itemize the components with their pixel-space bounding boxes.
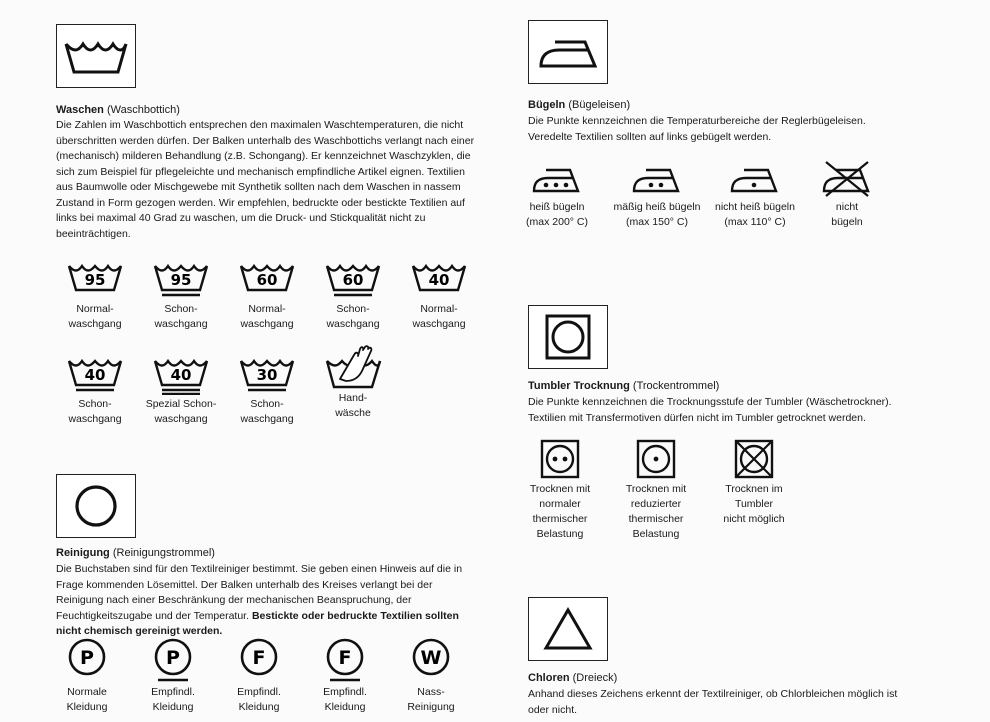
no-tumble-dry-icon [733, 438, 775, 480]
drycleaning-w-icon [409, 637, 453, 683]
symbol-item [716, 438, 792, 527]
iron-box [528, 20, 608, 84]
symbol-label: Normal- waschgang [412, 303, 466, 330]
drycleaning-f-icon [237, 637, 281, 683]
triangle-icon [540, 604, 596, 654]
tumbler-heading: Tumbler Trocknung (Trockentrommel) [528, 380, 720, 392]
symbol-item [522, 438, 598, 542]
symbol-label: Hand- wäsche [335, 392, 371, 419]
symbol-label: Normal- waschgang [240, 303, 294, 330]
symbol-item [520, 160, 594, 230]
tumbler-box [528, 305, 608, 369]
chlorine-text: Anhand dieses Zeichens erkennt der Textilreiniger, ob Chlorbleichen möglich ist oder nicht. [528, 688, 898, 716]
symbol-label: nicht heiß bügeln (max 110° C) [715, 201, 795, 228]
symbol-item [222, 637, 296, 715]
symbol-label: Trocknen mit reduzierter thermischer Belastung [625, 483, 687, 540]
temperature-label: 40 [84, 366, 106, 384]
temperature-label: 40 [170, 366, 192, 384]
symbol-label: Empfindl. Kleidung [237, 686, 281, 713]
symbol-label: heiß bügeln (max 200° C) [526, 201, 588, 228]
symbol-item [315, 345, 391, 421]
tumble-dry-icon [539, 438, 581, 480]
washtub-icon [410, 260, 468, 300]
symbol-item [612, 160, 702, 230]
symbol-label: nicht bügeln [831, 201, 863, 228]
symbol-item [143, 260, 219, 332]
drycleaning-box [56, 474, 136, 538]
symbol-label: Schon- waschgang [68, 398, 122, 425]
circle-icon [71, 481, 121, 531]
temperature-label: 30 [256, 366, 278, 384]
tumble-dry-icon [635, 438, 677, 480]
iron-dots-icon [530, 160, 584, 198]
symbol-item [57, 260, 133, 332]
drycleaning-p-icon [151, 637, 195, 683]
symbol-item [143, 355, 219, 427]
drycleaning-p-icon [65, 637, 109, 683]
symbol-label: Schon- waschgang [240, 398, 294, 425]
symbol-label: Nass- Reinigung [407, 686, 455, 713]
cleaning-text: Die Buchstaben sind für den Textilreiniger bestimmt. Sie geben einen Hinweis auf die in Frage kommenden Lösemittel. Der Balken unterhalb des Kreises verlangt bei der Reinigung nach einer Beschränkung der mechanischen Beanspruchung, der Feuchtigkeitszugabe und der Temperatur. Bestickte oder bedruckte Textilien sollten nicht chemisch gereinigt werden. [56, 563, 463, 637]
washtub-icon [324, 260, 382, 300]
symbol-label: Trocknen mit normaler thermischer Belastung [529, 483, 591, 540]
symbol-item [136, 637, 210, 715]
chlorine-heading: Chloren (Dreieck) [528, 672, 618, 684]
symbol-label: Trocknen im Tumbler nicht möglich [723, 483, 785, 525]
temperature-label: 40 [428, 271, 450, 289]
solvent-letter: P [80, 647, 94, 669]
symbol-label: Empfindl. Kleidung [151, 686, 195, 713]
symbol-item [401, 260, 477, 332]
symbol-label: Normale Kleidung [66, 686, 108, 713]
ironing-text: Die Punkte kennzeichnen die Temperaturbereiche der Reglerbügeleisen. Veredelte Textilien sollten auf links gebügelt werden. [528, 115, 866, 143]
solvent-letter: F [338, 647, 352, 669]
symbol-label: Spezial Schon- waschgang [145, 398, 217, 425]
washtub-icon [238, 355, 296, 395]
solvent-letter: F [252, 647, 266, 669]
symbol-label: Schon- waschgang [154, 303, 208, 330]
washtub-icon [63, 36, 129, 76]
symbol-item [50, 637, 124, 715]
symbol-item [315, 260, 391, 332]
chlorine-box [528, 597, 608, 661]
ironing-heading: Bügeln (Bügeleisen) [528, 99, 631, 111]
symbol-label: Schon- waschgang [326, 303, 380, 330]
symbol-item [57, 355, 133, 427]
washtub-icon [152, 260, 210, 300]
washtub-icon [66, 355, 124, 395]
washing-heading: Waschen (Waschbottich) [56, 104, 180, 116]
temperature-label: 60 [256, 271, 278, 289]
handwash-icon [324, 345, 382, 389]
symbol-item [618, 438, 694, 542]
symbol-item [308, 637, 382, 715]
tumbler-text: Die Punkte kennzeichnen die Trocknungsstufe der Tumbler (Wäschetrockner). Textilien mit Transfermotiven dürfen nicht im Tumbler getrocknet werden. [528, 396, 892, 424]
symbol-item [229, 260, 305, 332]
temperature-label: 95 [170, 271, 192, 289]
symbol-item [394, 637, 468, 715]
iron-dots-icon [728, 160, 782, 198]
no-iron-icon [820, 160, 874, 198]
solvent-letter: P [166, 647, 180, 669]
tumbler-icon [543, 312, 593, 362]
solvent-letter: W [420, 647, 442, 669]
temperature-label: 60 [342, 271, 364, 289]
washtub-icon [238, 260, 296, 300]
cleaning-heading: Reinigung (Reinigungstrommel) [56, 547, 215, 559]
temperature-label: 95 [84, 271, 106, 289]
symbol-item [812, 160, 882, 230]
symbol-item [710, 160, 800, 230]
washtub-icon [152, 355, 210, 395]
symbol-item [229, 355, 305, 427]
washtub-icon [66, 260, 124, 300]
symbol-label: Normal- waschgang [68, 303, 122, 330]
symbol-label: Empfindl. Kleidung [323, 686, 367, 713]
symbol-label: mäßig heiß bügeln (max 150° C) [613, 201, 701, 228]
washing-text: Die Zahlen im Waschbottich entsprechen den maximalen Waschtemperaturen, die nicht überschritten werden dürfen. Der Balken unterhalb des Waschbottichs verlangt nach einer (mechanisch) milderen Behandlung (z.B. Schongang). Er kennzeichnet Waschzyklen, die sich zum Beispiel für pflegeleichte und mechanisch empfindliche Artikel eignen. Textilien aus Baumwolle oder Mischgewebe mit Synthetik sollten nach dem Waschen in nassem Zustand in Form gezogen werden. Wir empfehlen, bedruckte oder bestickte Textilien auf links bei maximal 40 Grad zu waschen, um die Druck- und Stickqualität nicht zu beeinträchtigen. [56, 119, 475, 240]
iron-dots-icon [630, 160, 684, 198]
drycleaning-f-icon [323, 637, 367, 683]
iron-icon [535, 32, 601, 72]
washtub-box [56, 24, 136, 88]
